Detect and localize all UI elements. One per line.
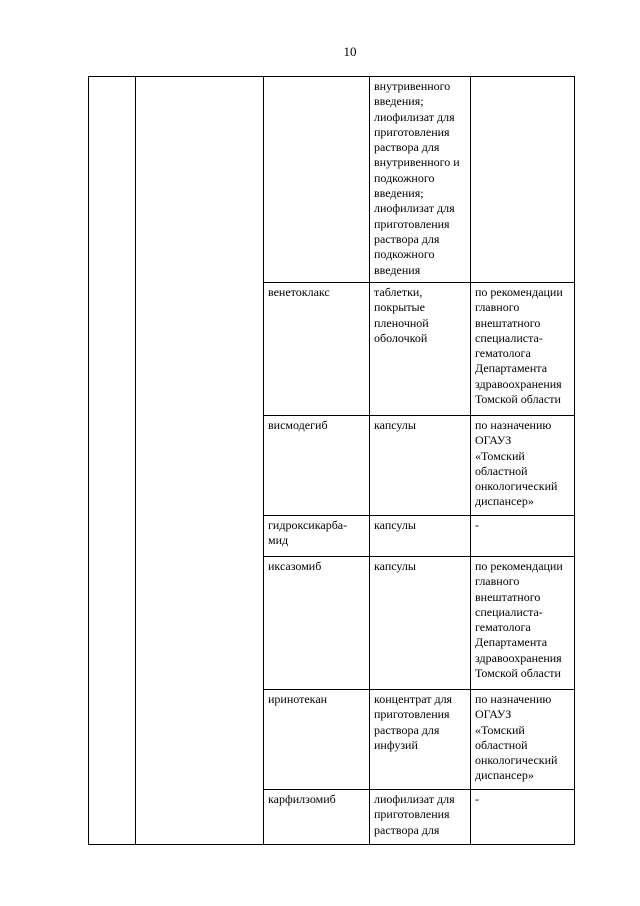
cell-text-line: онкологический bbox=[475, 753, 558, 768]
cell-text-line: лиофилизат для bbox=[374, 201, 455, 216]
cell-text-line: раствора для bbox=[374, 822, 440, 837]
cell-text-line: Департамента bbox=[475, 635, 548, 650]
cell-text-line: приготовления bbox=[374, 124, 450, 139]
cell-text-line: мид bbox=[268, 533, 289, 548]
cell-text-line: приготовления bbox=[374, 707, 450, 722]
page-number: 10 bbox=[343, 44, 357, 59]
condition-cell bbox=[471, 790, 575, 845]
cell-text-line: по рекомендации bbox=[475, 559, 563, 573]
cell-text-line: раствора для bbox=[374, 231, 440, 246]
cell-text-line: по назначению bbox=[475, 418, 552, 432]
cell-text-line: введения bbox=[374, 262, 421, 277]
cell-text-line: ОГАУЗ bbox=[475, 433, 512, 448]
drug-table bbox=[88, 76, 575, 845]
condition-cell bbox=[471, 557, 575, 690]
dosage-form-cell bbox=[370, 690, 471, 790]
cell-text-line: капсулы bbox=[374, 559, 416, 573]
cell-text-line: внутривенного и bbox=[374, 155, 460, 170]
cell-text-line: главного bbox=[475, 300, 520, 315]
cell-text-line: раствора для bbox=[374, 722, 440, 737]
drug-name-cell bbox=[264, 690, 370, 790]
dosage-form-cell bbox=[370, 790, 471, 845]
cell-text-line: введения; bbox=[374, 94, 424, 109]
cell-text-line: «Томский bbox=[475, 448, 525, 463]
condition-cell bbox=[471, 283, 575, 416]
cell-text-line: покрытые bbox=[374, 300, 425, 315]
cell-text-line: введения; bbox=[374, 186, 424, 201]
cell-text-line: областной bbox=[475, 463, 528, 478]
cell-text-line: гематолога bbox=[475, 346, 531, 361]
drug-name-cell bbox=[264, 516, 370, 557]
cell-text-line: диспансер» bbox=[475, 494, 534, 509]
dosage-form-cell bbox=[370, 283, 471, 416]
cell-text-line: венетоклакс bbox=[268, 285, 330, 299]
cell-text-line: специалиста- bbox=[475, 604, 543, 619]
cell-text-line: раствора для bbox=[374, 140, 440, 155]
cell-text-line: Томской области bbox=[475, 666, 561, 681]
dosage-form-cell bbox=[370, 516, 471, 557]
drug-name-cell bbox=[264, 557, 370, 690]
drug-name-cell bbox=[264, 416, 370, 516]
dosage-form-cell bbox=[370, 416, 471, 516]
drug-name-cell bbox=[264, 790, 370, 845]
condition-cell bbox=[471, 690, 575, 790]
cell-text-line: по рекомендации bbox=[475, 285, 563, 299]
cell-text-line: иксазомиб bbox=[268, 559, 322, 573]
cell-text-line: пленочной bbox=[374, 315, 429, 330]
cell-text-line: по назначению bbox=[475, 692, 552, 706]
cell-text-line: ОГАУЗ bbox=[475, 707, 512, 722]
drug-name-cell bbox=[264, 77, 370, 283]
cell-text-line: главного bbox=[475, 574, 520, 589]
cell-text-line: гидроксикарба- bbox=[268, 518, 348, 532]
cell-text-line: онкологический bbox=[475, 479, 558, 494]
cell-text-line: областной bbox=[475, 737, 528, 752]
cell-text-line: Департамента bbox=[475, 361, 548, 376]
cell-text-line: таблетки, bbox=[374, 285, 423, 299]
condition-cell bbox=[471, 416, 575, 516]
cell-text-line: приготовления bbox=[374, 216, 450, 231]
cell-text-line: внештатного bbox=[475, 315, 541, 330]
code-cell bbox=[89, 77, 136, 845]
cell-text-line: здравоохранения bbox=[475, 376, 562, 391]
dosage-form-cell bbox=[370, 77, 471, 283]
cell-text-line: висмодегиб bbox=[268, 418, 328, 432]
table-row bbox=[89, 77, 575, 283]
cell-text-line: - bbox=[475, 792, 479, 806]
cell-text-line: приготовления bbox=[374, 807, 450, 822]
cell-text-line: иринотекан bbox=[268, 692, 328, 706]
cell-text-line: концентрат для bbox=[374, 692, 453, 706]
cell-text-line: лиофилизат для bbox=[374, 109, 455, 124]
cell-text-line: лиофилизат для bbox=[374, 792, 455, 806]
cell-text-line: карфилзомиб bbox=[268, 792, 336, 806]
cell-text-line: подкожного bbox=[374, 247, 435, 262]
cell-text-line: инфузий bbox=[374, 737, 418, 752]
cell-text-line: внештатного bbox=[475, 589, 541, 604]
cell-text-line: здравоохранения bbox=[475, 650, 562, 665]
cell-text-line: «Томский bbox=[475, 722, 525, 737]
cell-text-line: внутривенного bbox=[374, 79, 451, 93]
condition-cell bbox=[471, 77, 575, 283]
cell-text-line: капсулы bbox=[374, 418, 416, 432]
condition-cell bbox=[471, 516, 575, 557]
cell-text-line: гематолога bbox=[475, 620, 531, 635]
cell-text-line: подкожного bbox=[374, 170, 435, 185]
dosage-form-cell bbox=[370, 557, 471, 690]
group-cell bbox=[136, 77, 264, 845]
drug-name-cell bbox=[264, 283, 370, 416]
cell-text-line: - bbox=[475, 518, 479, 532]
cell-text-line: Томской области bbox=[475, 392, 561, 407]
cell-text-line: капсулы bbox=[374, 518, 416, 532]
cell-text-line: оболочкой bbox=[374, 330, 428, 345]
cell-text-line: специалиста- bbox=[475, 330, 543, 345]
cell-text-line: диспансер» bbox=[475, 768, 534, 783]
